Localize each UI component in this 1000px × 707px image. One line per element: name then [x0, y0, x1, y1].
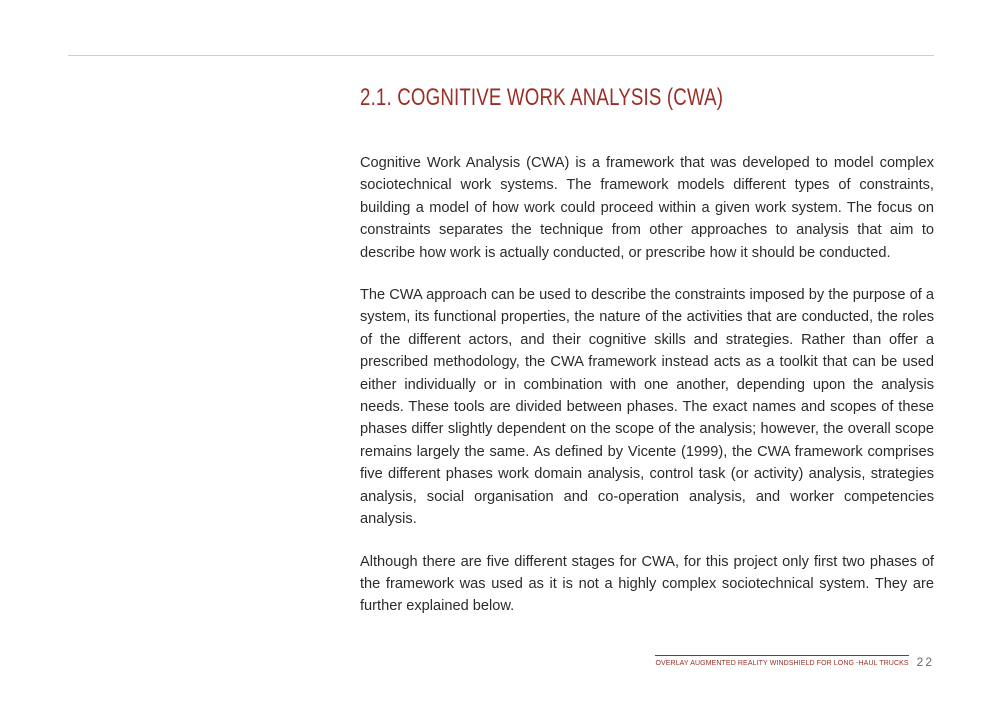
header-divider	[68, 55, 934, 56]
page-number: 22	[916, 655, 934, 669]
footer-document-title: OVERLAY AUGMENTED REALITY WINDSHIELD FOR LONG -HAUL TRUCKS	[655, 655, 908, 669]
paragraph-2: The CWA approach can be used to describe the constraints imposed by the purpose of a system, its functional properties, the nature of the activities that are conducted, the roles of the different actors, and their cognitive skills and strategies. Rather than offer a prescribed methodology, the CWA framework instead acts as a toolkit that can be used either individually or in combination with one another, depending upon the analysis needs. These tools are divided between phases. The exact names and scopes of these phases differ slightly dependent on the scope of the analysis; however, the overall scope remains largely the same. As defined by Vicente (1999), the CWA framework comprises five different phases work domain analysis, control task (or activity) analysis, strategies analysis, social organisation and co-operation analysis, and worker competencies analysis.	[360, 287, 934, 528]
page-footer	[655, 655, 934, 669]
paragraph-3: Although there are five different stages for CWA, for this project only first two phases of the framework was used as it is not a highly complex sociotechnical system. They are further explained below.	[360, 553, 934, 615]
section-title: 2.1. COGNITIVE WORK ANALYSIS (CWA)	[360, 84, 724, 111]
paragraph-1: Cognitive Work Analysis (CWA) is a framework that was developed to model complex sociotechnical work systems. The framework models different types of constraints, building a model of how work could proceed within a given work system. The focus on constraints separates the technique from other approaches to analysis that aim to describe how work is actually conducted, or prescribe how it should be conducted.	[360, 155, 934, 261]
body-text	[360, 152, 934, 638]
